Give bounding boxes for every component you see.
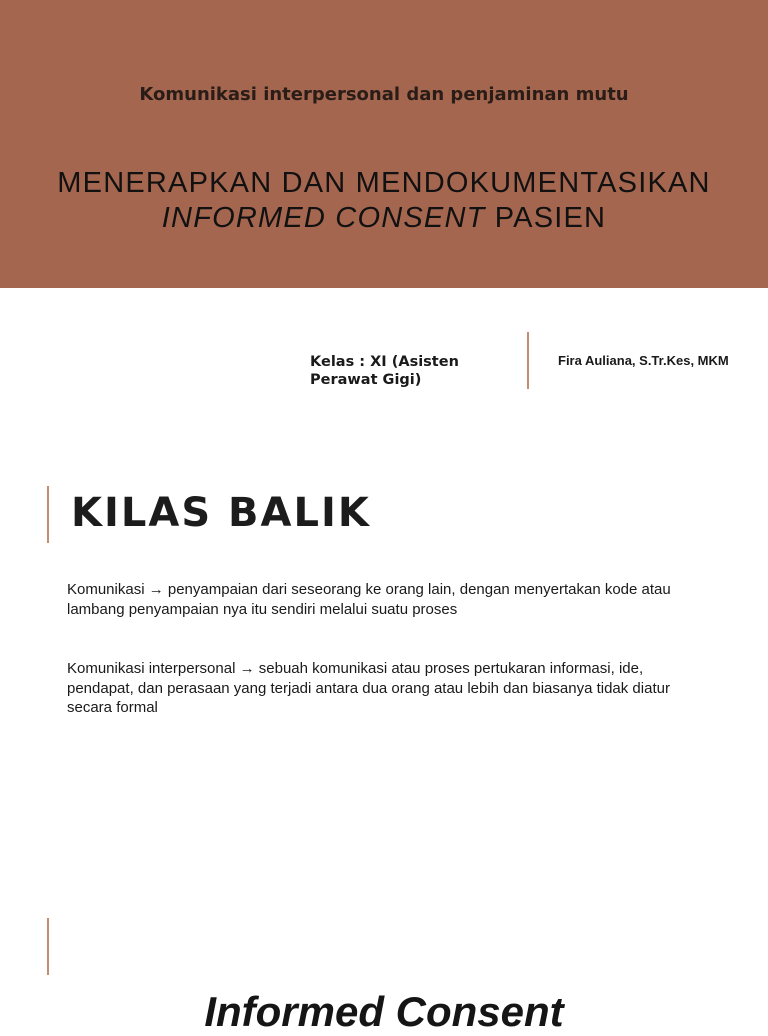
main-title-suffix: PASIEN [485, 202, 607, 234]
main-title-line-2 [0, 201, 768, 236]
definition-paragraph: Komunikasi → penyampaian dari seseorang ke orang lain, dengan menyertakan kode atau lambang penyampaian nya itu sendiri melalui suatu proses [67, 581, 671, 618]
slide-main-title [0, 166, 768, 236]
main-title-italic-term: INFORMED CONSENT [161, 202, 486, 234]
next-slide-title: Informed Consent [204, 988, 564, 1035]
definition-paragraph: Komunikasi interpersonal → sebuah komunikasi atau proses pertukaran informasi, ide, pendapat, dan perasaan yang terjadi antara dua orang atau lebih dan biasanya tidak diatur secara formal [67, 660, 670, 716]
section-heading: KILAS BALIK [71, 490, 371, 536]
section-accent-bar [47, 486, 49, 543]
main-title-line-1: MENERAPKAN DAN MENDOKUMENTASIKAN [57, 167, 711, 199]
next-slide-accent-bar [47, 918, 49, 975]
title-banner [0, 0, 768, 288]
class-info: Kelas : XI (Asisten Perawat Gigi) [310, 354, 459, 388]
vertical-divider [527, 332, 529, 389]
author-name: Fira Auliana, S.Tr.Kes, MKM [558, 353, 729, 368]
slide-subtitle: Komunikasi interpersonal dan penjaminan mutu [139, 84, 629, 105]
